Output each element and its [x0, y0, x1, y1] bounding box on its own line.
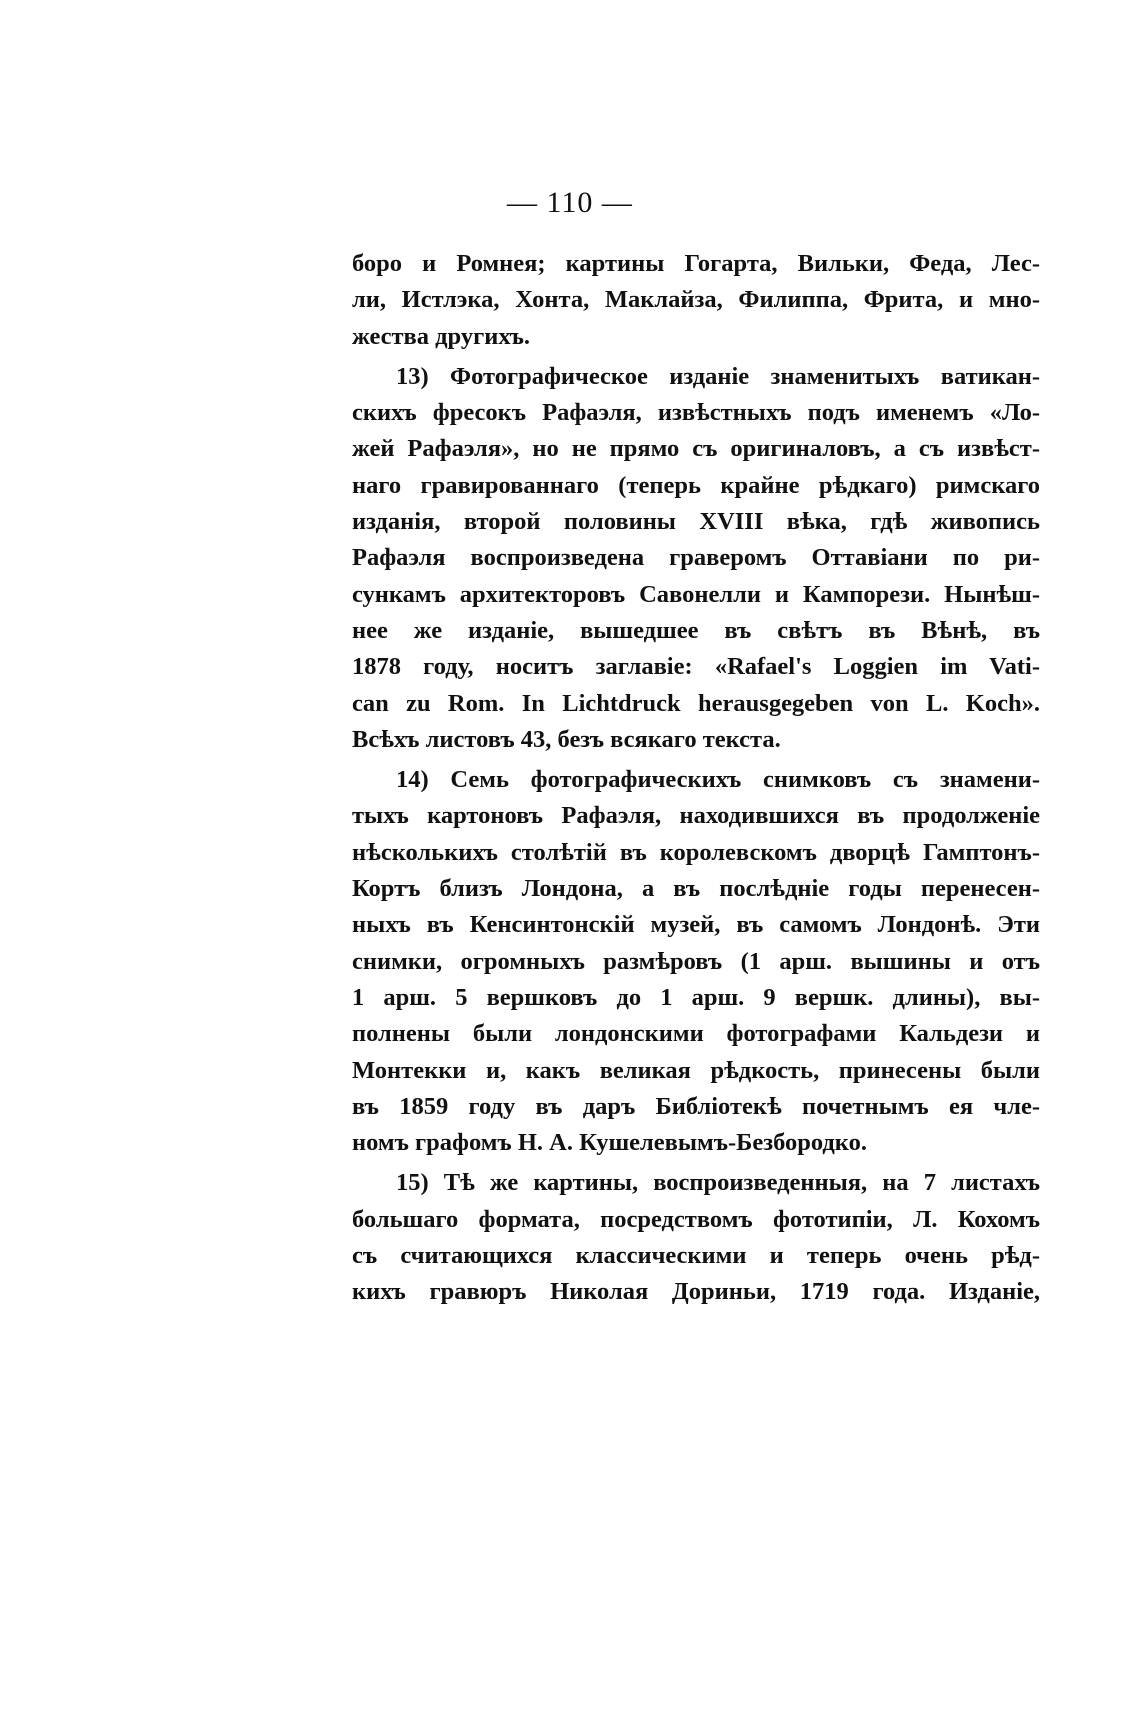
paragraph-item-15: [352, 1165, 1040, 1310]
paragraph-continued: [352, 246, 1040, 355]
text-line: сункамъ архитекторовъ Савонелли и Кампорези. Нынѣш-: [352, 580, 1040, 608]
text-line: номъ графомъ Н. А. Кушелевымъ-Безбородко.: [352, 1129, 867, 1157]
text-line: тыхъ картоновъ Рафаэля, находившихся въ продолженіе: [352, 802, 1040, 830]
text-line: ныхъ въ Кенсинтонскій музей, въ самомъ Лондонѣ. Эти: [352, 911, 1040, 939]
page-number: — 110 —: [507, 186, 633, 219]
text-line: 13) Фотографическое изданіе знаменитыхъ ватикан-: [396, 362, 1040, 390]
text-line: 14) Семь фотографическихъ снимковъ съ знамени-: [396, 766, 1040, 794]
text-line: кихъ гравюръ Николая Дориньи, 1719 года. Изданіе,: [352, 1278, 1040, 1306]
text-line: скихъ фресокъ Рафаэля, извѣстныхъ подъ именемъ «Ло-: [352, 399, 1040, 427]
text-line: въ 1859 году въ даръ Библіотекѣ почетнымъ ея чле-: [352, 1092, 1040, 1120]
text-line: Кортъ близъ Лондона, а въ послѣдніе годы перенесен-: [352, 875, 1040, 903]
text-line: can zu Rom. In Lichtdruck herausgegeben von L. Koch».: [352, 689, 1040, 717]
text-line: 1 арш. 5 вершковъ до 1 арш. 9 вершк. длины), вы-: [352, 983, 1040, 1011]
text-line: 1878 году, носитъ заглавіе: «Rafael's Loggien im Vati-: [352, 653, 1040, 681]
text-line: 15) Тѣ же картины, воспроизведенныя, на 7 листахъ: [396, 1169, 1040, 1197]
text-line: жества другихъ.: [352, 322, 531, 350]
text-line: полнены были лондонскими фотографами Кальдези и: [352, 1020, 1040, 1048]
text-line: изданія, второй половины XVIII вѣка, гдѣ живопись: [352, 508, 1040, 536]
text-line: боро и Ромнея; картины Гогарта, Вильки, Феда, Лес-: [352, 250, 1040, 277]
body-text: [352, 246, 1040, 1315]
text-line: нѣсколькихъ столѣтій въ королевскомъ дворцѣ Гамптонъ-: [352, 838, 1040, 866]
paragraph-item-14: [352, 762, 1040, 1161]
text-line: Рафаэля воспроизведена граверомъ Оттавіани по ри-: [352, 544, 1040, 572]
text-line: Монтекки и, какъ великая рѣдкость, принесены были: [352, 1056, 1040, 1084]
text-line: снимки, огромныхъ размѣровъ (1 арш. вышины и отъ: [352, 947, 1040, 975]
text-line: съ считающихся классическими и теперь очень рѣд-: [352, 1242, 1040, 1270]
text-line: Всѣхъ листовъ 43, безъ всякаго текста.: [352, 725, 781, 753]
text-line: жей Рафаэля», но не прямо съ оригиналовъ, а съ извѣст-: [352, 435, 1040, 463]
text-line: большаго формата, посредствомъ фототипіи, Л. Кохомъ: [352, 1205, 1040, 1233]
paragraph-item-13: [352, 359, 1040, 758]
text-line: наго гравированнаго (теперь крайне рѣдкаго) римскаго: [352, 471, 1040, 499]
text-line: ли, Истлэка, Хонта, Маклайза, Филиппа, Фрита, и мно-: [352, 286, 1040, 314]
text-line: нее же изданіе, вышедшее въ свѣтъ въ Вѣнѣ, въ: [352, 616, 1040, 644]
